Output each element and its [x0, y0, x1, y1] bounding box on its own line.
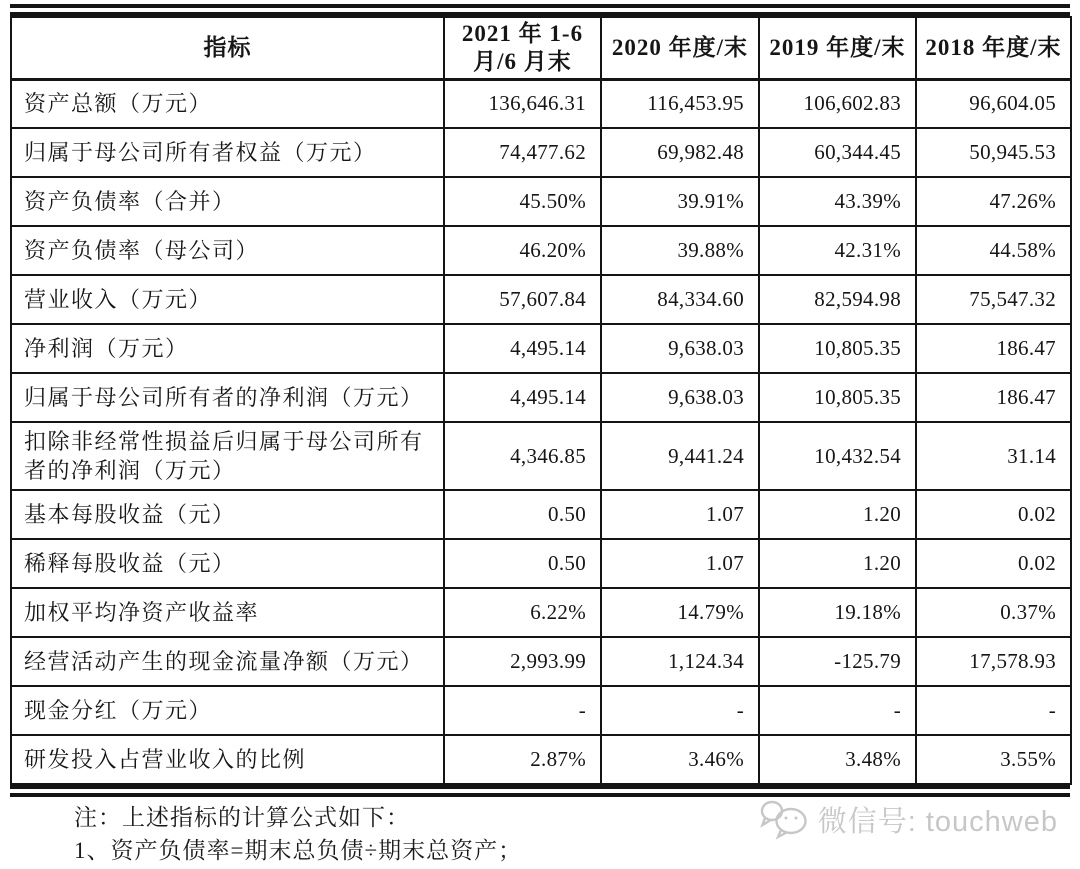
row-value-cell: 17,578.93 — [916, 637, 1071, 686]
table-row — [11, 686, 1071, 735]
row-value-cell: 84,334.60 — [601, 275, 759, 324]
row-indicator-label: 资产总额（万元） — [11, 79, 444, 128]
row-value-cell: 74,477.62 — [444, 128, 601, 177]
row-value-cell: 1.07 — [601, 490, 759, 539]
table-row — [11, 539, 1071, 588]
row-value-cell: 75,547.32 — [916, 275, 1071, 324]
header-period-2019: 2019 年度/末 — [759, 17, 916, 79]
row-indicator-label: 归属于母公司所有者权益（万元） — [11, 128, 444, 177]
row-value-cell: 186.47 — [916, 324, 1071, 373]
row-value-cell: -125.79 — [759, 637, 916, 686]
row-value-cell: 39.91% — [601, 177, 759, 226]
row-indicator-label: 资产负债率（合并） — [11, 177, 444, 226]
row-value-cell: 2.87% — [444, 735, 601, 784]
table-header — [11, 17, 1071, 79]
table-row — [11, 588, 1071, 637]
row-value-cell: - — [916, 686, 1071, 735]
header-period-2018: 2018 年度/末 — [916, 17, 1071, 79]
row-indicator-label: 加权平均净资产收益率 — [11, 588, 444, 637]
row-value-cell: 1.20 — [759, 490, 916, 539]
table-row — [11, 324, 1071, 373]
row-indicator-label: 现金分红（万元） — [11, 686, 444, 735]
row-value-cell: 4,495.14 — [444, 373, 601, 422]
row-value-cell: 44.58% — [916, 226, 1071, 275]
row-indicator-label: 研发投入占营业收入的比例 — [11, 735, 444, 784]
row-value-cell: 136,646.31 — [444, 79, 601, 128]
row-value-cell: 14.79% — [601, 588, 759, 637]
header-period-2020: 2020 年度/末 — [601, 17, 759, 79]
row-value-cell: 50,945.53 — [916, 128, 1071, 177]
row-value-cell: 60,344.45 — [759, 128, 916, 177]
table-row — [11, 735, 1071, 784]
row-value-cell: 31.14 — [916, 422, 1071, 490]
footnote-intro: 注：上述指标的计算公式如下： — [74, 805, 410, 830]
row-value-cell: 9,638.03 — [601, 324, 759, 373]
table-row — [11, 128, 1071, 177]
row-value-cell: 69,982.48 — [601, 128, 759, 177]
header-period-2021h1: 2021 年 1-6 月/6 月末 — [444, 17, 601, 79]
row-value-cell: 1.20 — [759, 539, 916, 588]
row-value-cell: 10,432.54 — [759, 422, 916, 490]
row-value-cell: 82,594.98 — [759, 275, 916, 324]
table-header-row — [11, 17, 1071, 79]
footnotes — [74, 801, 522, 867]
row-value-cell: 47.26% — [916, 177, 1071, 226]
row-value-cell: 1,124.34 — [601, 637, 759, 686]
row-indicator-label: 扣除非经常性损益后归属于母公司所有者的净利润（万元） — [11, 422, 444, 490]
financial-table-frame — [10, 4, 1070, 797]
row-value-cell: 0.02 — [916, 490, 1071, 539]
wechat-icon — [759, 798, 809, 840]
row-value-cell: 9,441.24 — [601, 422, 759, 490]
header-indicator: 指标 — [11, 17, 444, 79]
table-body — [11, 79, 1071, 784]
table-row — [11, 422, 1071, 490]
row-value-cell: 19.18% — [759, 588, 916, 637]
watermark-text: 微信号: touchweb — [817, 805, 1058, 838]
table-row — [11, 177, 1071, 226]
row-value-cell: 57,607.84 — [444, 275, 601, 324]
row-value-cell: 1.07 — [601, 539, 759, 588]
row-value-cell: 42.31% — [759, 226, 916, 275]
row-value-cell: 3.55% — [916, 735, 1071, 784]
row-indicator-label: 净利润（万元） — [11, 324, 444, 373]
row-indicator-label: 稀释每股收益（元） — [11, 539, 444, 588]
row-value-cell: 96,604.05 — [916, 79, 1071, 128]
footnote-formula-1: 1、资产负债率=期末总负债÷期末总资产； — [74, 838, 523, 863]
row-value-cell: - — [601, 686, 759, 735]
row-indicator-label: 归属于母公司所有者的净利润（万元） — [11, 373, 444, 422]
row-value-cell: 6.22% — [444, 588, 601, 637]
row-indicator-label: 经营活动产生的现金流量净额（万元） — [11, 637, 444, 686]
row-value-cell: 46.20% — [444, 226, 601, 275]
row-indicator-label: 营业收入（万元） — [11, 275, 444, 324]
row-value-cell: 106,602.83 — [759, 79, 916, 128]
row-value-cell: 10,805.35 — [759, 373, 916, 422]
table-row — [11, 275, 1071, 324]
row-indicator-label: 资产负债率（母公司） — [11, 226, 444, 275]
watermark — [759, 798, 1058, 840]
row-indicator-label: 基本每股收益（元） — [11, 490, 444, 539]
row-value-cell: 0.50 — [444, 539, 601, 588]
table-row — [11, 373, 1071, 422]
row-value-cell: 3.48% — [759, 735, 916, 784]
row-value-cell: 0.37% — [916, 588, 1071, 637]
row-value-cell: 4,495.14 — [444, 324, 601, 373]
row-value-cell: 0.02 — [916, 539, 1071, 588]
row-value-cell: 43.39% — [759, 177, 916, 226]
table-row — [11, 226, 1071, 275]
row-value-cell: 186.47 — [916, 373, 1071, 422]
row-value-cell: 9,638.03 — [601, 373, 759, 422]
row-value-cell: 4,346.85 — [444, 422, 601, 490]
row-value-cell: 39.88% — [601, 226, 759, 275]
row-value-cell: 10,805.35 — [759, 324, 916, 373]
row-value-cell: 116,453.95 — [601, 79, 759, 128]
row-value-cell: 0.50 — [444, 490, 601, 539]
row-value-cell: - — [759, 686, 916, 735]
table-row — [11, 79, 1071, 128]
table-row — [11, 637, 1071, 686]
row-value-cell: - — [444, 686, 601, 735]
financial-indicators-table — [10, 16, 1072, 785]
row-value-cell: 2,993.99 — [444, 637, 601, 686]
row-value-cell: 45.50% — [444, 177, 601, 226]
row-value-cell: 3.46% — [601, 735, 759, 784]
table-row — [11, 490, 1071, 539]
